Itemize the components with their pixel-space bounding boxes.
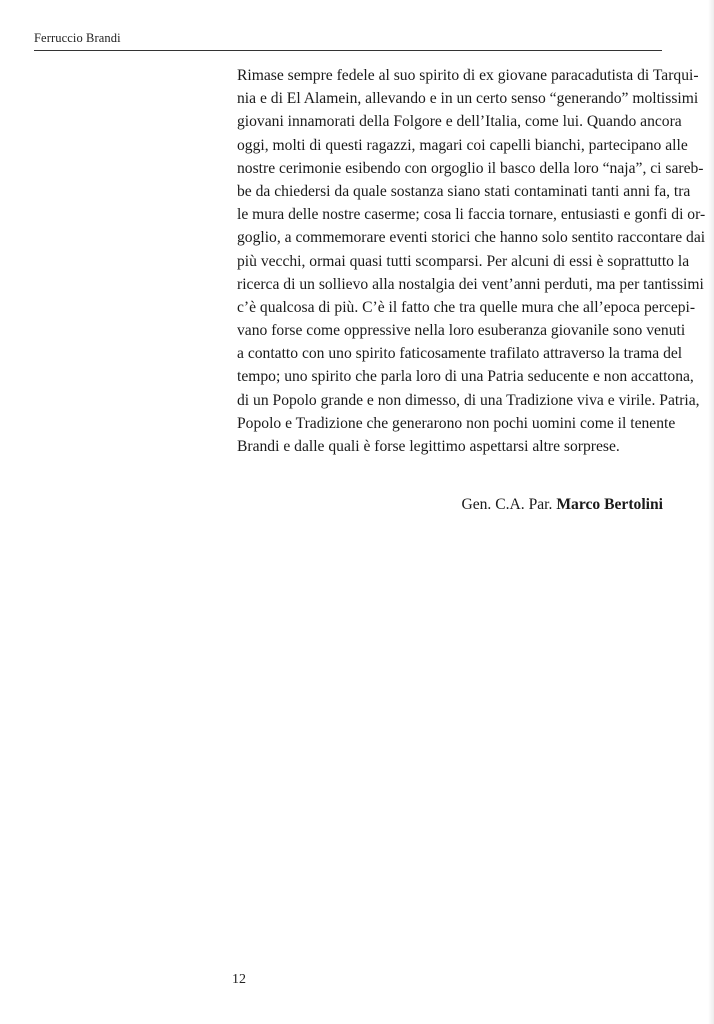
text-line: nia e di El Alamein, allevando e in un certo senso “generando” moltissimi: [237, 90, 699, 108]
text-line: tempo; uno spirito che parla loro di una Patria seducente e non accattona,: [237, 368, 694, 386]
text-line: giovani innamorati della Folgore e dell’Italia, come lui. Quando ancora: [237, 113, 682, 131]
text-line: goglio, a commemorare eventi storici che hanno solo sentito raccontare dai: [237, 229, 706, 247]
running-head: Ferruccio Brandi: [34, 31, 121, 45]
text-line: vano forse come oppressive nella loro esuberanza giovanile sono venuti: [237, 322, 686, 340]
text-line: di un Popolo grande e non dimesso, di una Tradizione viva e virile. Patria,: [237, 391, 700, 409]
body-paragraph: [237, 64, 706, 458]
signature-name: Marco Bertolini: [556, 496, 663, 513]
text-line: be da chiedersi da quale sostanza siano stati contaminati tanti anni fa, tra: [237, 182, 691, 200]
signature-rank: Gen. C.A. Par.: [461, 496, 553, 513]
text-line: a contatto con uno spirito faticosamente trafilato attraverso la trama del: [237, 345, 683, 363]
text-line: Popolo e Tradizione che generarono non pochi uomini come il tenente: [237, 414, 676, 432]
scan-edge-shadow: [708, 0, 714, 1024]
text-line: nostre cerimonie esibendo con orgoglio il basco della loro “naja”, ci sareb-: [237, 159, 704, 177]
text-line: oggi, molti di questi ragazzi, magari coi capelli bianchi, partecipano alle: [237, 136, 688, 154]
text-line: le mura delle nostre caserme; cosa li faccia tornare, entusiasti e gonfi di or-: [237, 206, 706, 224]
text-line: c’è qualcosa di più. C’è il fatto che tra quelle mura che all’epoca percepi-: [237, 298, 696, 316]
text-line: ricerca di un sollievo alla nostalgia dei vent’anni perduti, ma per tantissimi: [237, 275, 704, 293]
header-rule: [34, 50, 662, 51]
signature: [237, 495, 663, 515]
page-number: 12: [232, 972, 246, 987]
text-line: più vecchi, ormai quasi tutti scomparsi. Per alcuni di essi è soprattutto la: [237, 252, 690, 270]
text-line: Brandi e dalle quali è forse legittimo aspettarsi altre sorprese.: [237, 438, 620, 455]
text-line: Rimase sempre fedele al suo spirito di ex giovane paracadutista di Tarqui-: [237, 67, 699, 84]
